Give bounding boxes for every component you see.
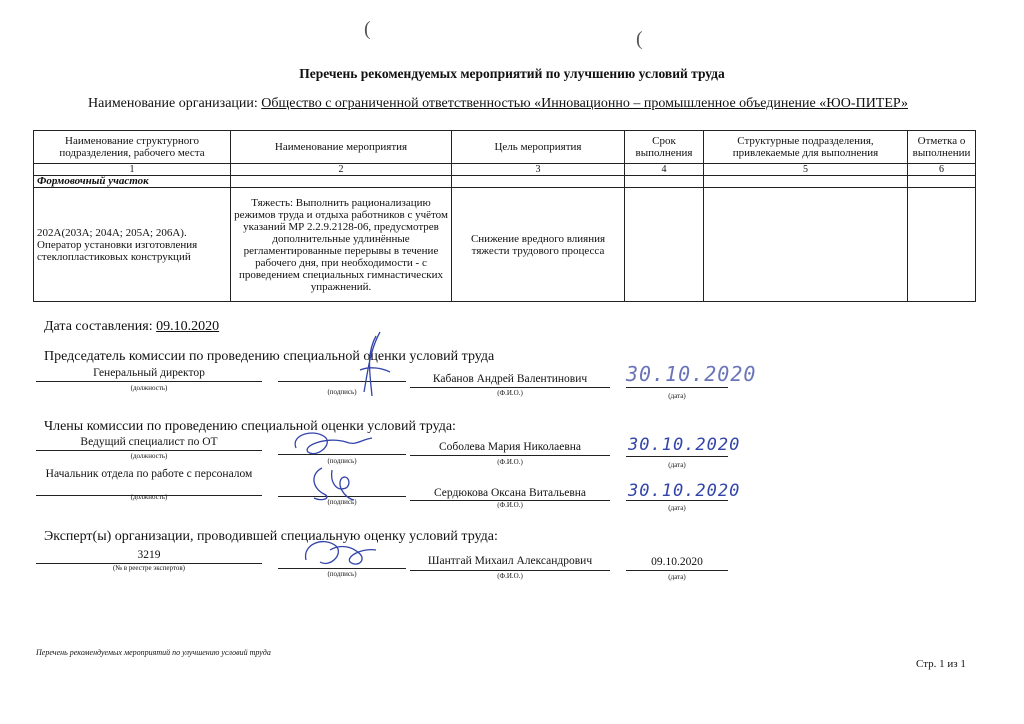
expert-signature xyxy=(300,534,380,574)
date-line xyxy=(626,500,728,501)
fio-line xyxy=(410,570,610,571)
date-caption: (дата) xyxy=(668,392,686,400)
page-number: Стр. 1 из 1 xyxy=(916,658,966,670)
cell-deadline xyxy=(625,188,704,302)
member-date: 30.10.2020 xyxy=(628,481,741,501)
expert-registry-number: 3219 xyxy=(137,549,161,561)
fio-caption: (Ф.И.О.) xyxy=(497,501,523,509)
organization-name: Общество с ограниченной ответственностью «Инновационно – промышленное объединение «ЮО-ПИТЕР» xyxy=(261,96,909,111)
member-signature xyxy=(286,424,376,464)
member-position: Ведущий специалист по ОТ xyxy=(80,436,218,448)
cell-goal: Снижение вредного влияния тяжести трудового процесса xyxy=(452,188,625,302)
date-line xyxy=(626,387,728,388)
column-number-row xyxy=(34,164,976,176)
header-departments: Структурные подразделения, привлекаемые для выполнения xyxy=(704,131,908,164)
date-compiled-value: 09.10.2020 xyxy=(156,319,220,334)
members-heading: Члены комиссии по проведению специальной оценки условий труда: xyxy=(44,419,456,434)
chairman-signature xyxy=(340,330,400,400)
table-header-row xyxy=(34,131,976,164)
cell-departments xyxy=(704,188,908,302)
organization-line xyxy=(88,96,908,112)
fio-caption: (Ф.И.О.) xyxy=(497,572,523,580)
signature-caption: (подпись) xyxy=(327,457,357,465)
header-completion: Отметка о выполнении xyxy=(908,131,976,164)
fio-line xyxy=(410,455,610,456)
header-workplace: Наименование структурного подразделения, рабочего места xyxy=(34,131,231,164)
position-caption: (должность) xyxy=(130,493,168,501)
column-number: 6 xyxy=(908,164,976,176)
table-row xyxy=(34,188,976,302)
signature-caption: (подпись) xyxy=(327,388,357,396)
column-number: 5 xyxy=(704,164,908,176)
header-measure: Наименование мероприятия xyxy=(231,131,452,164)
signature-caption: (подпись) xyxy=(327,498,357,506)
chairman-position: Генеральный директор xyxy=(93,367,205,379)
date-caption: (дата) xyxy=(668,573,686,581)
footer-doc-name: Перечень рекомендуемых мероприятий по улучшению условий труда xyxy=(36,648,271,657)
column-number: 3 xyxy=(452,164,625,176)
signature-caption: (подпись) xyxy=(327,570,357,578)
organization-label: Наименование организации: xyxy=(88,96,258,111)
header-deadline: Срок выполнения xyxy=(625,131,704,164)
chairman-heading: Председатель комиссии по проведению специальной оценки условий труда xyxy=(44,349,495,364)
scan-mark-right: ( xyxy=(636,28,643,50)
fio-caption: (Ф.И.О.) xyxy=(497,389,523,397)
member-position: Начальник отдела по работе с персоналом xyxy=(45,468,253,480)
chairman-date: 30.10.2020 xyxy=(626,362,757,386)
position-caption: (должность) xyxy=(130,384,168,392)
document-title: Перечень рекомендуемых мероприятий по улучшению условий труда xyxy=(299,66,725,81)
member-signature xyxy=(302,464,362,504)
member-date: 30.10.2020 xyxy=(628,435,741,455)
position-line xyxy=(36,450,262,451)
section-row xyxy=(34,176,976,188)
expert-name: Шантгай Михаил Александрович xyxy=(427,555,593,567)
fio-line xyxy=(410,387,610,388)
date-caption: (дата) xyxy=(668,461,686,469)
column-number: 4 xyxy=(625,164,704,176)
date-line xyxy=(626,456,728,457)
expert-heading: Эксперт(ы) организации, проводившей специальную оценку условий труда: xyxy=(44,529,498,544)
cell-workplace: 202А(203А; 204А; 205А; 206А). Оператор установки изготовления стеклопластиковых конструкций xyxy=(34,188,231,302)
cell-measure: Тяжесть: Выполнить рационализацию режимов труда и отдыха работников с учётом указаний МР 2.2.9.2128-06, предусмотрев дополнительные удлинённые регламентированные перерывы в течение рабочего дня, при необходимости - с проведением специальных гимнастических упражнений. xyxy=(231,188,452,302)
date-line xyxy=(626,570,728,571)
expert-date: 09.10.2020 xyxy=(651,556,703,568)
column-number: 2 xyxy=(231,164,452,176)
chairman-name: Кабанов Андрей Валентинович xyxy=(432,373,588,385)
date-compiled-label: Дата составления: xyxy=(44,319,153,334)
fio-caption: (Ф.И.О.) xyxy=(497,458,523,466)
section-title: Формовочный участок xyxy=(34,176,231,188)
header-goal: Цель мероприятия xyxy=(452,131,625,164)
column-number: 1 xyxy=(34,164,231,176)
registry-caption: (№ в реестре экспертов) xyxy=(112,564,185,572)
date-compiled xyxy=(44,319,219,335)
position-caption: (должность) xyxy=(130,452,168,460)
position-line xyxy=(36,381,262,382)
cell-completion xyxy=(908,188,976,302)
scan-mark-left: ( xyxy=(364,18,371,40)
date-caption: (дата) xyxy=(668,504,686,512)
measures-table xyxy=(33,130,976,302)
member-name: Сердюкова Оксана Витальевна xyxy=(433,487,587,499)
member-name: Соболева Мария Николаевна xyxy=(438,441,582,453)
